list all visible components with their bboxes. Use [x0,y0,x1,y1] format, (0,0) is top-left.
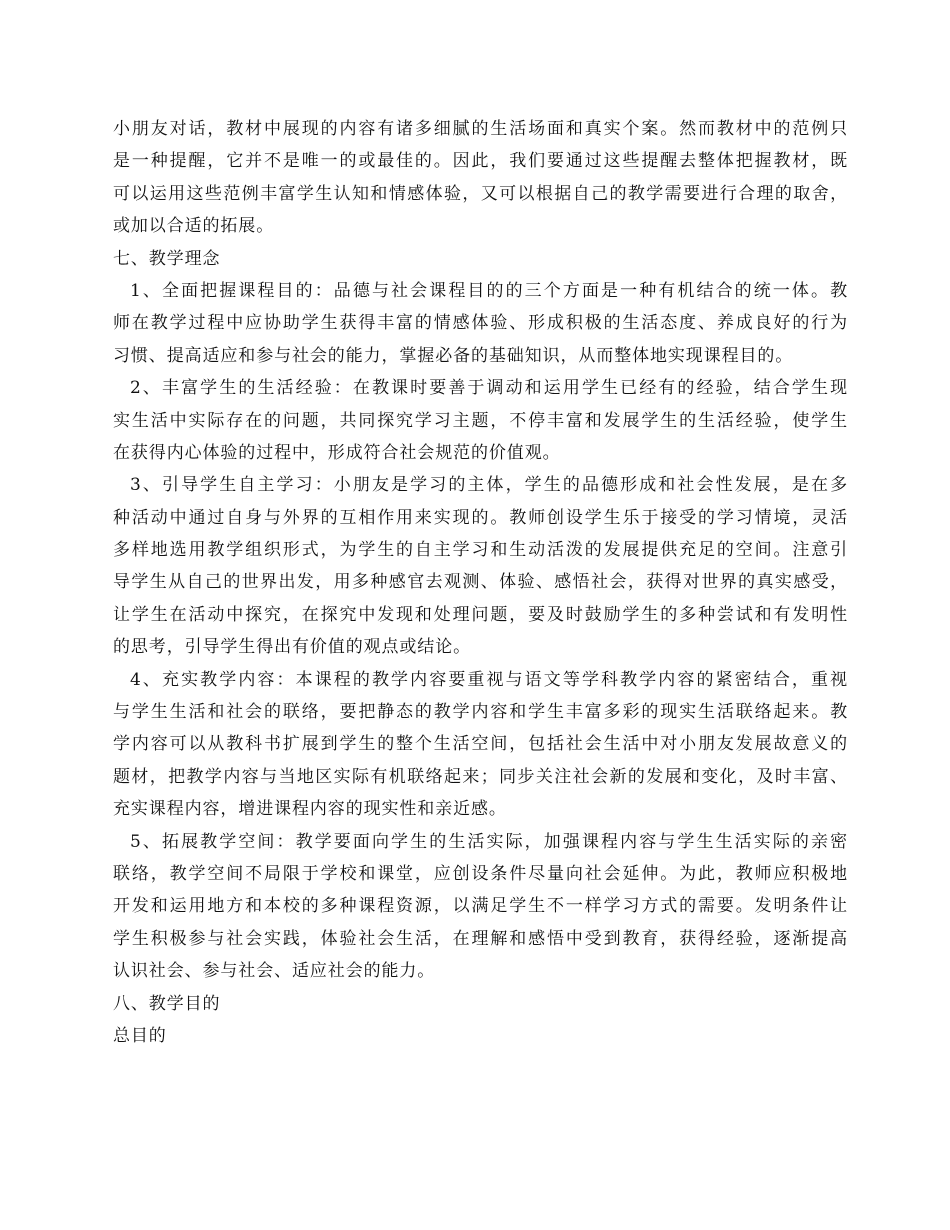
text-line: 可以运用这些范例丰富学生认知和情感体验，又可以根据自己的教学需要进行合理的取舍， [113,183,848,204]
text-line: 学生积极参与社会实践，体验社会生活，在理解和感悟中受到教育，获得经验，逐渐提高 [113,928,848,949]
text-line: 种活动中通过自身与外界的互相作用来实现的。教师创设学生乐于接受的学习情境，灵活 [113,507,848,528]
text-line: 或加以合适的拓展。 [113,216,275,237]
text-line: 认识社会、参与社会、适应社会的能力。 [113,961,436,982]
text-line: 4、充实教学内容：本课程的教学内容要重视与语文等学科教学内容的紧密结合，重视 [130,669,848,690]
text-line: 1、全面把握课程目的：品德与社会课程目的的三个方面是一种有机结合的统一体。教 [130,280,848,301]
text-line: 充实课程内容，增进课程内容的现实性和亲近感。 [113,799,507,820]
text-line: 八、教学目的 [113,993,221,1014]
text-line: 与学生生活和社会的联络，要把静态的教学内容和学生丰富多彩的现实生活联络起来。教 [113,702,848,723]
text-line: 七、教学理念 [113,248,221,269]
text-line: 开发和运用地方和本校的多种课程资源，以满足学生不一样学习方式的需要。发明条件让 [113,896,848,917]
document-page [113,113,848,1052]
text-line: 习惯、提高适应和参与社会的能力，掌握必备的基础知识，从而整体地实现课程目的。 [113,345,794,366]
text-line: 2、丰富学生的生活经验：在教课时要善于调动和运用学生已经有的经验，结合学生现 [130,378,848,399]
text-line: 联络，教学空间不局限于学校和课堂，应创设条件尽量向社会延伸。为此，教师应积极地 [113,863,848,884]
text-line: 5、拓展教学空间：教学要面向学生的生活实际，加强课程内容与学生生活实际的亲密 [130,831,848,852]
text-line: 学内容可以从教科书扩展到学生的整个生活空间，包括社会生活中对小朋友发展故意义的 [113,734,848,755]
text-line: 实生活中实际存在的问题，共同探究学习主题，不停丰富和发展学生的生活经验，使学生 [113,410,848,431]
text-line: 在获得内心体验的过程中，形成符合社会规范的价值观。 [113,442,561,463]
text-line: 总目的 [113,1025,167,1046]
text-line: 导学生从自己的世界出发，用多种感官去观测、体验、感悟社会，获得对世界的真实感受， [113,572,848,593]
text-line: 3、引导学生自主学习：小朋友是学习的主体，学生的品德形成和社会性发展，是在多 [130,475,848,496]
text-line: 小朋友对话，教材中展现的内容有诸多细腻的生活场面和真实个案。然而教材中的范例只 [113,119,848,139]
text-line: 师在教学过程中应协助学生获得丰富的情感体验、形成积极的生活态度、养成良好的行为 [113,313,848,334]
text-line: 的思考，引导学生得出有价值的观点或结论。 [113,637,471,658]
text-line: 是一种提醒，它并不是唯一的或最佳的。因此，我们要通过这些提醒去整体把握教材，既 [113,151,848,172]
text-line: 多样地选用教学组织形式，为学生的自主学习和生动活泼的发展提供充足的空间。注意引 [113,540,848,561]
text-line: 题材，把教学内容与当地区实际有机联络起来；同步关注社会新的发展和变化，及时丰富、 [113,766,848,787]
text-line: 让学生在活动中探究，在探究中发现和处理问题，要及时鼓励学生的多种尝试和有发明性 [113,604,848,625]
